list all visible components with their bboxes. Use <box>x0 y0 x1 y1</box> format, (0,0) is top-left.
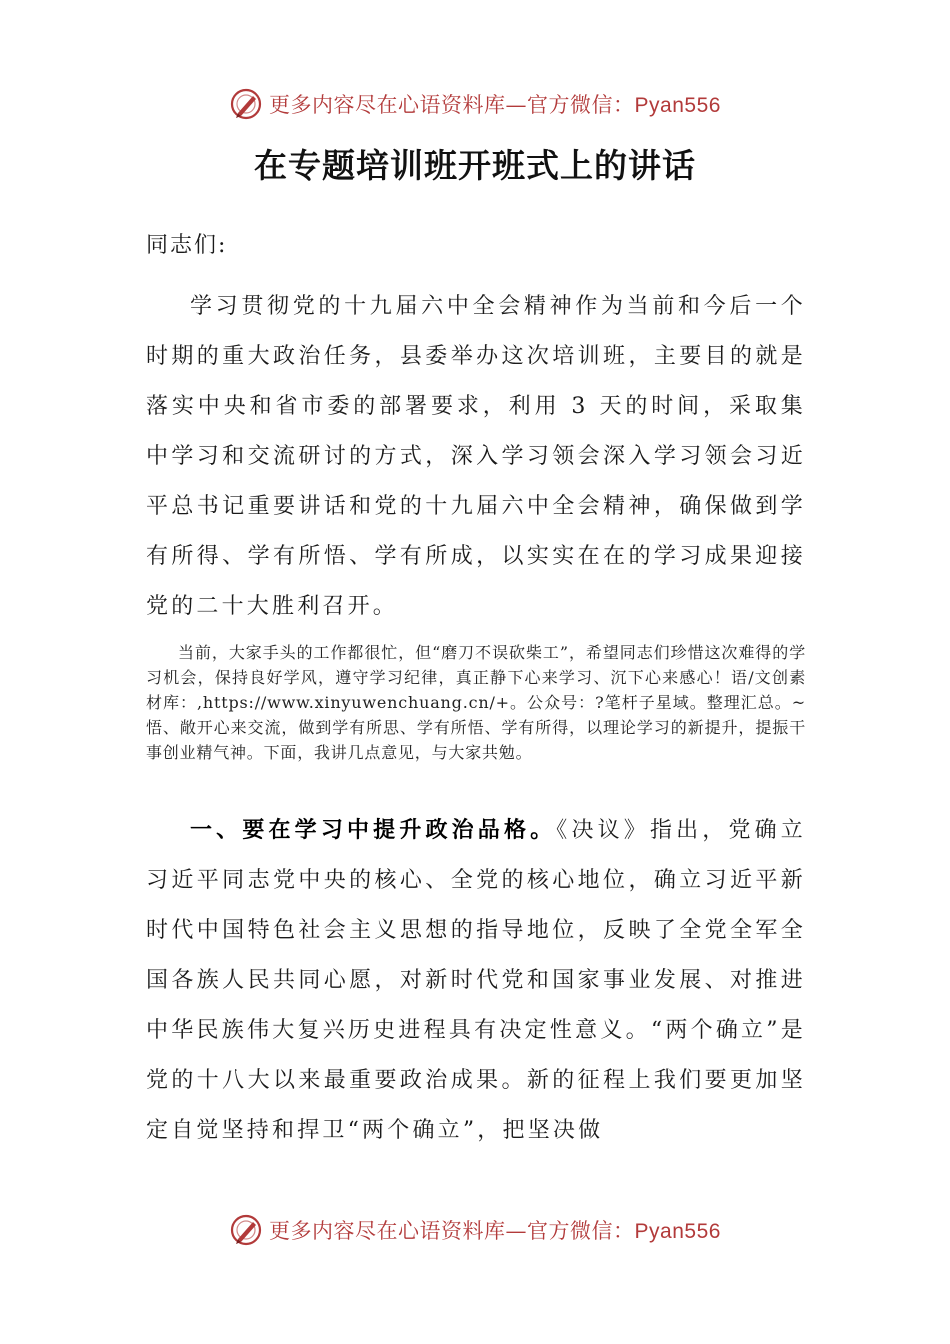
section-1-body: 《决议》指出，党确立习近平同志党中央的核心、全党的核心地位，确立习近平新时代中国特色社会主义思想的指导地位，反映了全党全军全国各族人民共同心愿，对新时代党和国家事业发展、对推进中华民族伟大复兴历史进程具有决定性意义。“两个确立”是党的十八大以来最重要政治成果。新的征程上我们要更加坚定自觉坚持和捍卫“两个确立”，把坚决做 <box>146 818 806 1143</box>
section-1-heading: 一、要在学习中提升政治品格。 <box>190 817 557 843</box>
salutation: 同志们: <box>146 233 228 258</box>
document-title: 在专题培训班开班式上的讲话 <box>254 146 696 185</box>
footer-watermark-banner <box>0 1210 950 1250</box>
banner-wechat-id: Pyan556 <box>634 1220 721 1243</box>
pen-seal-icon <box>229 87 263 121</box>
header-watermark-banner <box>0 84 950 124</box>
banner-text-cn: 更多内容尽在心语资料库—官方微信： <box>269 1219 635 1243</box>
banner-wechat-id: Pyan556 <box>634 94 721 117</box>
pen-seal-icon <box>229 1213 263 1247</box>
body-paragraph-3 <box>146 805 806 1156</box>
body-paragraph-2: 当前，大家手头的工作都很忙，但“磨刀不误砍柴工”，希望同志们珍惜这次难得的学习机会，保持良好学风，遵守学习纪律，真正静下心来学习、沉下心来感心！语/文创素材库：,https://www.xinyuwenchuang.cn/+。公众号：?笔杆子星域。整理汇总。~悟、敞开心来交流，做到学有所思、学有所悟、学有所得，以理论学习的新提升，提振干事创业精气神。下面，我讲几点意见，与大家共勉。 <box>146 643 806 762</box>
banner-text <box>269 89 721 119</box>
banner-text-cn: 更多内容尽在心语资料库—官方微信： <box>269 93 635 117</box>
banner-text <box>269 1215 721 1245</box>
body-paragraph-1: 学习贯彻党的十九届六中全会精神作为当前和今后一个时期的重大政治任务，县委举办这次培训班，主要目的就是落实中央和省市委的部署要求，利用 3 天的时间，采取集中学习和交流研讨的方式，深入学习领会深入学习领会习近平总书记重要讲话和党的十九届六中全会精神，确保做到学有所得、学有所悟、学有所成，以实实在在的学习成果迎接党的二十大胜利召开。 <box>146 294 806 619</box>
